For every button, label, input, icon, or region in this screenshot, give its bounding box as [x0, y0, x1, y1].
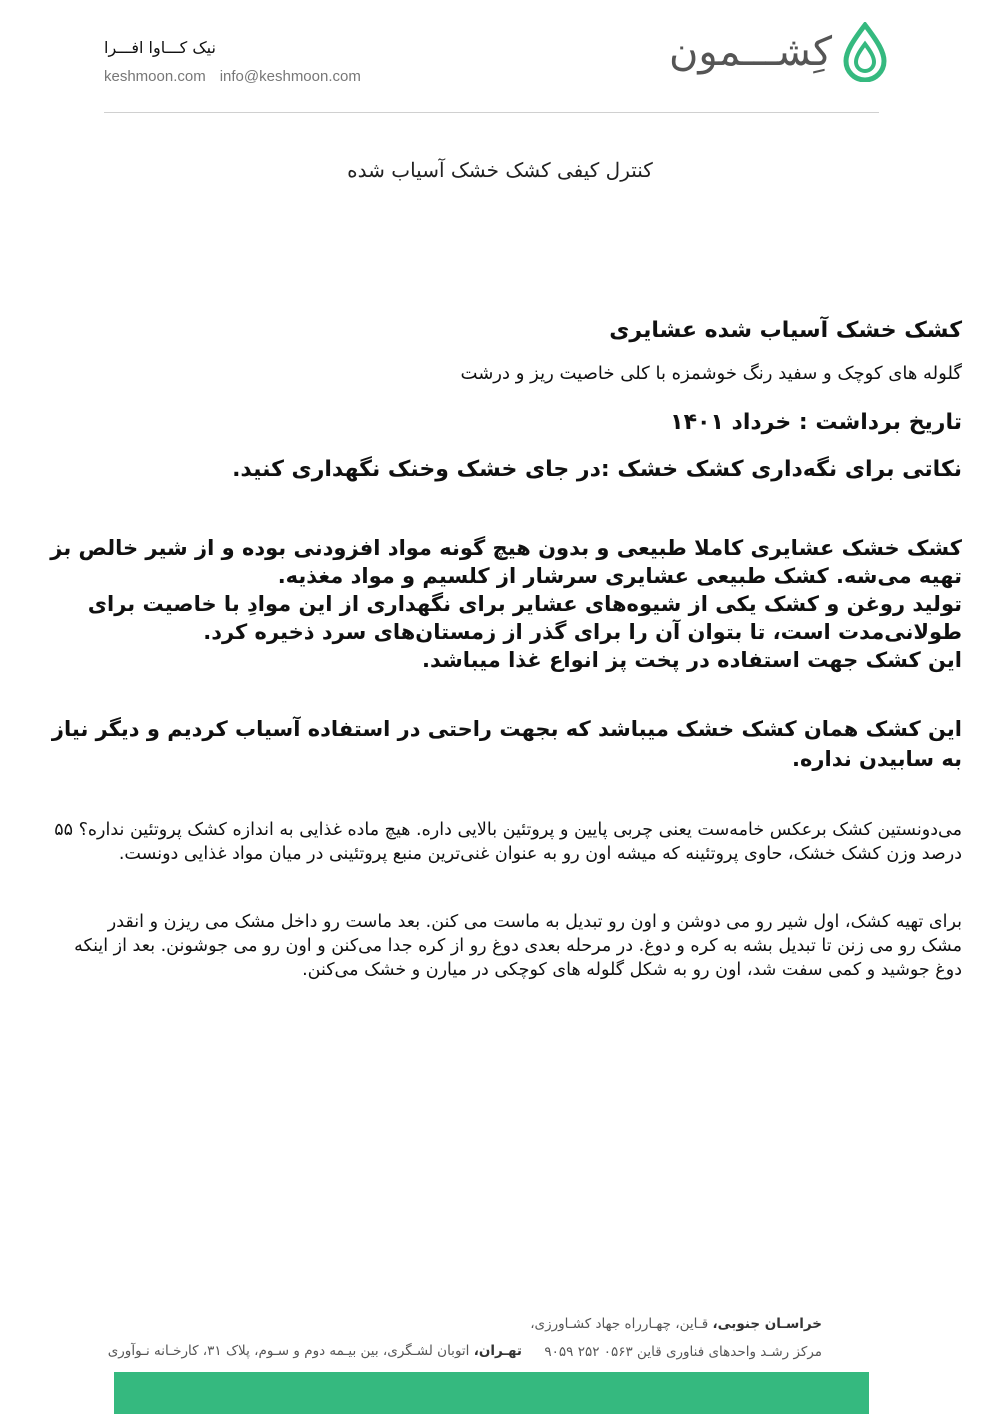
header-divider — [104, 112, 879, 113]
paragraph-ground: این کشک همان کشک خشک میباشد که بجهت راحتی در استفاده آسیاب کردیم و دیگر نیاز به سابیدن نداره. — [51, 717, 962, 771]
harvest-date: تاریخ برداشت : خرداد ۱۴۰۱ — [670, 410, 962, 435]
footer-address-tehran — [108, 1343, 522, 1359]
paragraph-line: کشک خشک عشایری کاملا طبیعی و بدون هیچ گونه مواد افزودنی بوده و از شیر خالص بز تهیه می‌شه. کشک طبیعی عشایری سرشار از کلسیم و مواد مغذیه. — [50, 536, 962, 588]
drop-logo-icon — [842, 22, 888, 82]
footer-address-khorasan — [530, 1316, 822, 1372]
paragraph-description — [38, 534, 962, 674]
paragraph-protein: می‌دونستین کشک برعکس خامه‌ست یعنی چربی پایین و پروتئین بالایی داره. هیچ ماده غذایی به اندازه کشک پروتئین نداره؟ ۵۵ درصد وزن کشک خشک، حاوی پروتئینه که میشه اون رو به عنوان غنی‌ترین منبع پروتئینی در میان مواد غذایی دونست. — [54, 820, 962, 864]
brand-name: کِشـــمون — [668, 29, 832, 75]
document-body — [38, 318, 962, 982]
letterhead — [0, 0, 1000, 115]
contact-info — [104, 68, 361, 85]
footer-address: قـاین، چهـارراه جهاد کشـاورزی، — [530, 1316, 713, 1332]
paragraph-line: این کشک جهت استفاده در پخت پز انواع غذا میباشد. — [421, 648, 962, 672]
document-title: کنترل کیفی کشک خشک آسیاب شده — [347, 158, 653, 182]
paragraph-line: تولید روغن و کشک یکی از شیوه‌های عشایر برای نگهداری از این موادِ با خاصیت برای طولانی‌مدت است، تا بتوان آن را برای گذر از زمستان‌های سرد ذخیره کرد. — [87, 592, 962, 644]
company-name: نیک کـــاوا افـــرا — [104, 38, 216, 57]
footer-address: اتوبان لشـگری، بین بیـمه دوم و سـوم، پلاک ۳۱، کارخـانه نـوآوری — [107, 1343, 474, 1359]
product-heading: کشک خشک آسیاب شده عشایری — [609, 318, 962, 343]
product-subtitle: گلوله های کوچک و سفید رنگ خوشمزه با کلی خاصیت ریز و درشت — [460, 363, 962, 384]
footer-address-line: مرکز رشـد واحدهای فناوری قاین ۰۵۶۳ ۲۵۲ ۹۰۵۹ — [544, 1344, 822, 1360]
website-link[interactable]: keshmoon.com — [104, 68, 206, 85]
paragraph-preparation: برای تهیه کشک، اول شیر رو می دوشن و اون رو تبدیل به ماست می کنن. بعد ماست رو داخل مشک می ریزن و انقدر مشک رو می زنن تا تبدیل بشه به کره و دوغ. در مرحله بعدی دوغ رو از کره جدا می‌کنن و اون رو می جوشونن. بعد از اینکه دوغ جوشید و کمی سفت شد، اون رو به شکل گلوله های کوچکی در میارن و خشک می‌کنن. — [74, 912, 962, 980]
footer-color-bar — [114, 1372, 869, 1414]
email-link[interactable]: info@keshmoon.com — [219, 68, 361, 85]
footer-place: تهـران، — [473, 1343, 522, 1359]
brand — [669, 22, 888, 82]
storage-note: نکاتی برای نگه‌داری کشک خشک :در جای خشک وخنک نگهداری کنید. — [232, 457, 962, 482]
footer-place: خراسـان جنوبی، — [712, 1316, 822, 1332]
